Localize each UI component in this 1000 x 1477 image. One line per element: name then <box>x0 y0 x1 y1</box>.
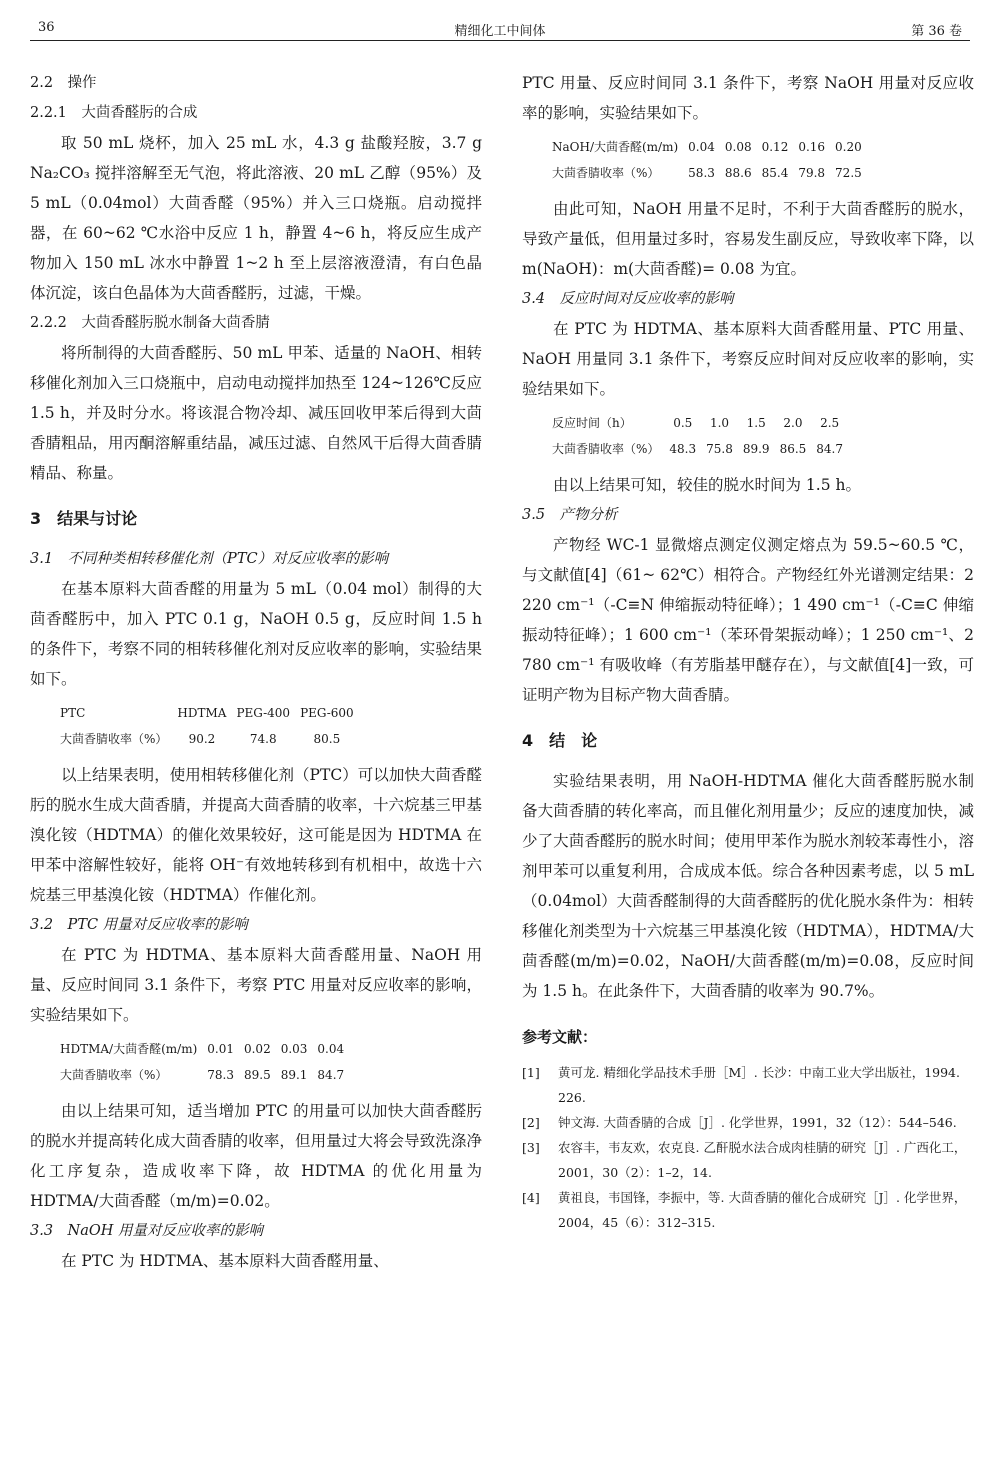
table-cell: 0.01 <box>207 1042 234 1056</box>
section-3-heading: 3 结果与讨论 <box>30 509 138 528</box>
paragraph-3-1-b: 以上结果表明，使用相转移催化剂（PTC）可以加快大茴香醛肟的脱水生成大茴香腈，并提高大茴香腈的收率，十六烷基三甲基溴化铵（HDTMA）的催化效果较好，这可能是因为 HDTMA 在甲苯中溶解性较好，能将 OH⁻有效地转移到有机相中，故选十六烷基三甲基溴化铵（HDTMA）作催化剂。 <box>30 766 482 904</box>
reference-item <box>522 1185 974 1235</box>
table-cell: 48.3 <box>669 442 697 456</box>
left-column <box>30 68 482 1276</box>
reference-item <box>522 1060 974 1110</box>
table-cell: 85.4 <box>761 166 789 180</box>
paragraph-2-2-2: 将所制得的大茴香醛肟、50 mL 甲苯、适量的 NaOH、相转移催化剂加入三口烧瓶中，启动电动搅拌加热至 124~126℃反应 1.5 h，并及时分水。将该混合物冷却、减压回收甲苯后得到大茴香腈粗品，用丙酮溶解重结晶，减压过滤、自然风干后得大茴香腈精品、称量。 <box>30 344 482 482</box>
table-cell: 0.04 <box>317 1042 345 1056</box>
section-4-heading: 4 结 论 <box>522 731 598 750</box>
page-header <box>30 14 970 41</box>
paragraph-2-2-1: 取 50 mL 烧杯，加入 25 mL 水，4.3 g 盐酸羟胺，3.7 g Na₂CO₃ 搅拌溶解至无气泡，将此溶液、20 mL 乙醇（95%）及 5 mL（0.04mol）大茴香醛（95%）并入三口烧瓶。启动搅拌器，在 60~62 ℃水浴中反应 1 h，静置 4~6 h，将反应生成产物加入 150 mL 冰水中静置 1~2 h 至上层溶液澄清，有白色晶体沉淀，该白色晶体为大茴香醛肟，过滤，干燥。 <box>30 134 482 302</box>
table-cell: 2.0 <box>783 416 803 430</box>
table-cell: 1.5 <box>746 416 766 430</box>
reference-text: 黄可龙. 精细化学品技术手册［M］. 长沙：中南工业大学出版社，1994. 226. <box>558 1065 960 1105</box>
table-cell: 0.12 <box>761 140 789 154</box>
table-cell: 0.02 <box>243 1042 271 1056</box>
table-cell: 75.8 <box>706 442 733 456</box>
section-3-2-heading: 3.2 PTC 用量对反应收率的影响 <box>30 917 248 933</box>
table-cell: 86.5 <box>779 442 807 456</box>
table-cell: 大茴香腈收率（%） <box>552 442 660 456</box>
section-2-2-1-heading: 2.2.1 大茴香醛肟的合成 <box>30 105 198 121</box>
reference-number: [2] <box>522 1115 540 1130</box>
table-cell: HDTMA <box>177 706 227 720</box>
table-cell: 0.5 <box>673 416 693 430</box>
table-cell: 大茴香腈收率（%） <box>60 732 168 746</box>
table-cell: PTC <box>60 706 86 720</box>
table-row <box>552 410 853 436</box>
table-cell: 0.08 <box>724 140 752 154</box>
table-row <box>60 1036 354 1062</box>
table-cell: 0.16 <box>798 140 826 154</box>
table-cell: PEG-400 <box>236 706 291 720</box>
table-naoh-amount <box>552 134 872 186</box>
table-cell: 0.04 <box>688 140 715 154</box>
reference-item <box>522 1135 974 1185</box>
table-cell: 72.5 <box>835 166 862 180</box>
table-cell: 大茴香腈收率（%） <box>60 1068 168 1082</box>
table-cell: 反应时间（h） <box>552 416 632 430</box>
paragraph-3-3-a-continued: PTC 用量、反应时间同 3.1 条件下，考察 NaOH 用量对反应收率的影响，实验结果如下。 <box>522 74 974 122</box>
section-2-2-heading: 2.2 操作 <box>30 75 97 91</box>
references-heading: 参考文献： <box>522 1028 598 1046</box>
section-3-5-heading: 3.5 产物分析 <box>522 507 618 523</box>
page-number: 36 <box>38 20 55 35</box>
paragraph-3-2-b: 由以上结果可知，适当增加 PTC 的用量可以加快大茴香醛肟的脱水并提高转化成大茴香腈的收率，但用量过大将会导致洗涤净化工序复杂，造成收率下降，故 HDTMA 的优化用量为 HDTMA/大茴香醛（m/m)=0.02。 <box>30 1102 482 1210</box>
journal-name: 精细化工中间体 <box>454 24 546 39</box>
paragraph-3-3-b: 由此可知，NaOH 用量不足时，不利于大茴香醛肟的脱水，导致产量低，但用量过多时，容易发生副反应，导致收率下降，以 m(NaOH)：m(大茴香醛)= 0.08 为宜。 <box>522 200 974 278</box>
reference-number: [4] <box>522 1190 540 1205</box>
table-cell: 88.6 <box>724 166 752 180</box>
reference-text: 钟文海. 大茴香腈的合成［J］. 化学世界，1991，32（12）：544–546. <box>558 1115 957 1130</box>
table-cell: 80.5 <box>313 732 341 746</box>
table-cell: 84.7 <box>816 442 843 456</box>
table-cell: NaOH/大茴香醛(m/m) <box>552 140 679 154</box>
volume-label: 第 36 卷 <box>911 24 962 39</box>
section-3-1-heading: 3.1 不同种类相转移催化剂（PTC）对反应收率的影响 <box>30 551 389 567</box>
table-cell: 58.3 <box>688 166 715 180</box>
table-row <box>60 1062 354 1088</box>
table-cell: 0.03 <box>280 1042 308 1056</box>
paragraph-4: 实验结果表明，用 NaOH-HDTMA 催化大茴香醛肟脱水制备大茴香腈的转化率高，而且催化剂用量少；反应的速度加快，减少了大茴香醛肟的脱水时间；使用甲苯作为脱水剂较苯毒性小，溶剂甲苯可以重复利用，合成成本低。综合各种因素考虑，以 5 mL（0.04mol）大茴香醛制得的大茴香醛肟的优化脱水条件为：相转移催化剂类型为十六烷基三甲基溴化铵（HDTMA），HDTMA/大茴香醛(m/m)=0.02，NaOH/大茴香醛(m/m)=0.08，反应时间为 1.5 h。在此条件下，大茴香腈的收率为 90.7%。 <box>522 772 974 1000</box>
table-cell: PEG-600 <box>300 706 354 720</box>
table-cell: 74.8 <box>249 732 277 746</box>
reference-number: [3] <box>522 1140 540 1155</box>
table-cell: 89.9 <box>742 442 770 456</box>
table-cell: 78.3 <box>207 1068 234 1082</box>
table-cell: 79.8 <box>798 166 826 180</box>
reference-text: 农容丰，韦友欢，农克良. 乙酐脱水法合成肉桂腈的研究［J］. 广西化工，2001，30（2）：1–2，14. <box>558 1140 967 1180</box>
table-reaction-time <box>552 410 853 462</box>
paragraph-3-5: 产物经 WC-1 显微熔点测定仪测定熔点为 59.5~60.5 ℃，与文献值[4]（61~ 62℃）相符合。产物经红外光谱测定结果：2 220 cm⁻¹（-C≡N 伸缩振动特征峰）；1 490 cm⁻¹（-C≡C 伸缩振动特征峰）；1 600 cm⁻¹（苯环骨架振动峰）；1 250 cm⁻¹、2 780 cm⁻¹ 有吸收峰（有芳脂基甲醚存在），与文献值[4]一致，可证明产物为目标产物大茴香腈。 <box>522 536 974 704</box>
table-ptc-types <box>60 700 364 752</box>
table-cell: 89.5 <box>243 1068 271 1082</box>
paragraph-3-3-a: 在 PTC 为 HDTMA、基本原料大茴香醛用量、 <box>61 1252 389 1270</box>
section-3-3-heading: 3.3 NaOH 用量对反应收率的影响 <box>30 1223 264 1239</box>
paragraph-3-2-a: 在 PTC 为 HDTMA、基本原料大茴香醛用量、NaOH 用量、反应时间同 3.1 条件下，考察 PTC 用量对反应收率的影响，实验结果如下。 <box>30 946 482 1024</box>
table-ptc-amount <box>60 1036 354 1088</box>
table-cell: HDTMA/大茴香醛(m/m) <box>60 1042 198 1056</box>
section-2-2-2-heading: 2.2.2 大茴香醛肟脱水制备大茴香腈 <box>30 315 270 331</box>
table-row <box>552 160 872 186</box>
table-row <box>552 436 853 462</box>
right-column <box>522 68 974 1235</box>
reference-item <box>522 1110 974 1135</box>
section-3-4-heading: 3.4 反应时间对反应收率的影响 <box>522 291 734 307</box>
table-cell: 90.2 <box>188 732 216 746</box>
table-cell: 2.5 <box>820 416 840 430</box>
table-row <box>60 700 364 726</box>
paragraph-3-4-b: 由以上结果可知，较佳的脱水时间为 1.5 h。 <box>553 476 861 494</box>
table-cell: 0.20 <box>835 140 862 154</box>
reference-number: [1] <box>522 1065 540 1080</box>
table-cell: 大茴香腈收率（%） <box>552 166 660 180</box>
paragraph-3-4-a: 在 PTC 为 HDTMA、基本原料大茴香醛用量、PTC 用量、NaOH 用量同 3.1 条件下，考察反应时间对反应收率的影响，实验结果如下。 <box>522 320 974 398</box>
paragraph-3-1-a: 在基本原料大茴香醛的用量为 5 mL（0.04 mol）制得的大茴香醛肟中，加入 PTC 0.1 g，NaOH 0.5 g，反应时间 1.5 h 的条件下，考察不同的相转移催化剂对反应收率的影响，实验结果如下。 <box>30 580 482 688</box>
table-cell: 84.7 <box>317 1068 345 1082</box>
table-cell: 89.1 <box>280 1068 308 1082</box>
table-row <box>552 134 872 160</box>
table-cell: 1.0 <box>709 416 730 430</box>
table-row <box>60 726 364 752</box>
reference-text: 黄祖良，韦国锋，李振中，等. 大茴香腈的催化合成研究［J］. 化学世界，2004，45（6）：312–315. <box>558 1190 967 1230</box>
